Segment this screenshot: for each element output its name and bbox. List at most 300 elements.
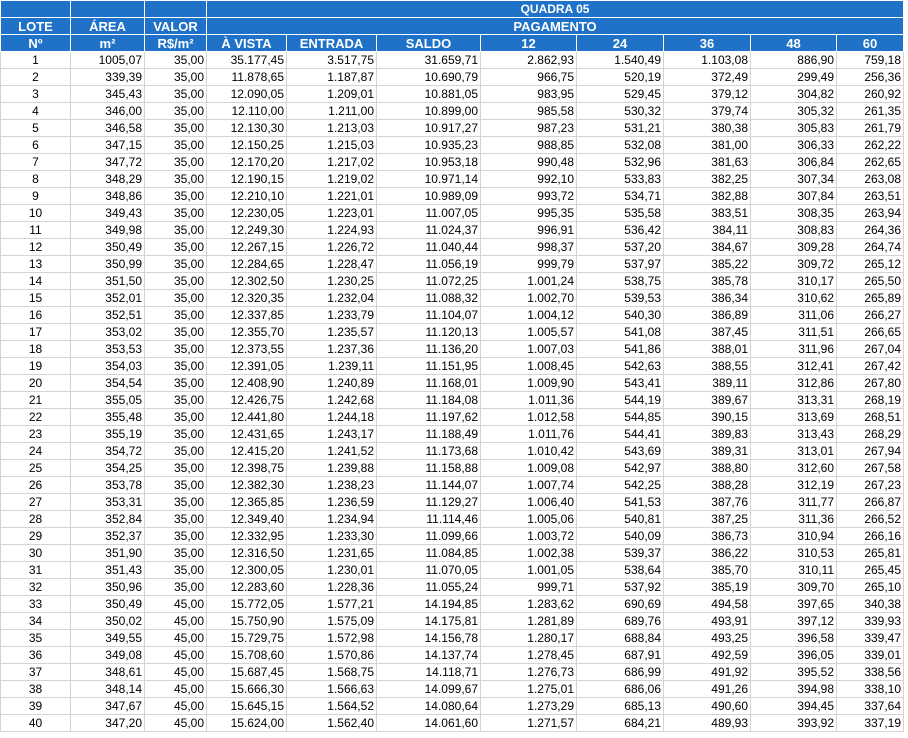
cell-area[interactable]: 349,55 [71,630,145,647]
cell-p48[interactable]: 311,06 [751,307,837,324]
cell-area[interactable]: 350,99 [71,256,145,273]
cell-entrada[interactable]: 1.233,79 [287,307,377,324]
cell-a-vista[interactable]: 15.624,00 [207,715,287,732]
cell-valor[interactable]: 35,00 [145,69,207,86]
cell-a-vista[interactable]: 15.750,90 [207,613,287,630]
cell-p60[interactable]: 265,12 [837,256,904,273]
cell-lote[interactable]: 22 [1,409,71,426]
cell-area[interactable]: 354,72 [71,443,145,460]
cell-valor[interactable]: 35,00 [145,358,207,375]
cell-p24[interactable]: 530,32 [577,103,664,120]
cell-p12[interactable]: 1.281,89 [481,613,577,630]
cell-p24[interactable]: 537,20 [577,239,664,256]
cell-entrada[interactable]: 1.209,01 [287,86,377,103]
cell-valor[interactable]: 35,00 [145,137,207,154]
cell-entrada[interactable]: 1.228,36 [287,579,377,596]
cell-area[interactable]: 351,90 [71,545,145,562]
cell-a-vista[interactable]: 15.708,60 [207,647,287,664]
cell-valor[interactable]: 35,00 [145,205,207,222]
cell-p48[interactable]: 396,05 [751,647,837,664]
cell-valor[interactable]: 35,00 [145,307,207,324]
cell-entrada[interactable]: 1.562,40 [287,715,377,732]
cell-p48[interactable]: 394,45 [751,698,837,715]
cell-entrada[interactable]: 1.564,52 [287,698,377,715]
cell-p48[interactable]: 306,84 [751,154,837,171]
cell-area[interactable]: 350,49 [71,239,145,256]
cell-saldo[interactable]: 14.156,78 [377,630,481,647]
cell-p60[interactable]: 267,58 [837,460,904,477]
cell-lote[interactable]: 36 [1,647,71,664]
cell-a-vista[interactable]: 12.441,80 [207,409,287,426]
cell-saldo[interactable]: 14.175,81 [377,613,481,630]
cell-p60[interactable]: 268,29 [837,426,904,443]
cell-p12[interactable]: 1.007,74 [481,477,577,494]
cell-p24[interactable]: 534,71 [577,188,664,205]
cell-entrada[interactable]: 1.235,57 [287,324,377,341]
cell-p36[interactable]: 492,59 [664,647,751,664]
cell-entrada[interactable]: 1.566,63 [287,681,377,698]
cell-p36[interactable]: 372,49 [664,69,751,86]
cell-area[interactable]: 355,48 [71,409,145,426]
cell-p12[interactable]: 1.273,29 [481,698,577,715]
cell-lote[interactable]: 7 [1,154,71,171]
cell-p24[interactable]: 542,97 [577,460,664,477]
cell-area[interactable]: 352,84 [71,511,145,528]
cell-entrada[interactable]: 1.234,94 [287,511,377,528]
cell-p60[interactable]: 267,04 [837,341,904,358]
cell-p60[interactable]: 267,80 [837,375,904,392]
cell-area[interactable]: 352,51 [71,307,145,324]
cell-p36[interactable]: 1.103,08 [664,52,751,69]
cell-a-vista[interactable]: 12.431,65 [207,426,287,443]
cell-p12[interactable]: 985,58 [481,103,577,120]
cell-p36[interactable]: 494,58 [664,596,751,613]
cell-lote[interactable]: 19 [1,358,71,375]
cell-p36[interactable]: 386,89 [664,307,751,324]
cell-p24[interactable]: 544,41 [577,426,664,443]
cell-p24[interactable]: 540,30 [577,307,664,324]
cell-p36[interactable]: 491,26 [664,681,751,698]
cell-a-vista[interactable]: 15.772,05 [207,596,287,613]
cell-p24[interactable]: 543,69 [577,443,664,460]
cell-lote[interactable]: 20 [1,375,71,392]
cell-p12[interactable]: 1.009,90 [481,375,577,392]
cell-a-vista[interactable]: 12.170,20 [207,154,287,171]
cell-p24[interactable]: 541,53 [577,494,664,511]
cell-p24[interactable]: 538,64 [577,562,664,579]
cell-lote[interactable]: 12 [1,239,71,256]
cell-area[interactable]: 353,53 [71,341,145,358]
cell-lote[interactable]: 32 [1,579,71,596]
cell-a-vista[interactable]: 15.645,15 [207,698,287,715]
cell-saldo[interactable]: 14.080,64 [377,698,481,715]
cell-valor[interactable]: 35,00 [145,477,207,494]
cell-p60[interactable]: 265,50 [837,273,904,290]
cell-a-vista[interactable]: 12.130,30 [207,120,287,137]
cell-entrada[interactable]: 1.239,11 [287,358,377,375]
cell-p24[interactable]: 544,19 [577,392,664,409]
cell-entrada[interactable]: 1.239,88 [287,460,377,477]
cell-p12[interactable]: 1.271,57 [481,715,577,732]
cell-p60[interactable]: 265,10 [837,579,904,596]
cell-valor[interactable]: 35,00 [145,409,207,426]
cell-p12[interactable]: 1.003,72 [481,528,577,545]
cell-a-vista[interactable]: 12.365,85 [207,494,287,511]
cell-p36[interactable]: 381,00 [664,137,751,154]
cell-p48[interactable]: 304,82 [751,86,837,103]
cell-p48[interactable]: 394,98 [751,681,837,698]
cell-saldo[interactable]: 10.935,23 [377,137,481,154]
cell-a-vista[interactable]: 12.408,90 [207,375,287,392]
cell-p24[interactable]: 538,75 [577,273,664,290]
cell-p36[interactable]: 383,51 [664,205,751,222]
cell-valor[interactable]: 45,00 [145,613,207,630]
cell-entrada[interactable]: 1.242,68 [287,392,377,409]
cell-p36[interactable]: 493,25 [664,630,751,647]
cell-area[interactable]: 352,37 [71,528,145,545]
cell-area[interactable]: 347,15 [71,137,145,154]
cell-saldo[interactable]: 11.104,07 [377,307,481,324]
cell-area[interactable]: 353,02 [71,324,145,341]
cell-p24[interactable]: 535,58 [577,205,664,222]
cell-p24[interactable]: 542,25 [577,477,664,494]
cell-valor[interactable]: 35,00 [145,341,207,358]
cell-a-vista[interactable]: 12.230,05 [207,205,287,222]
cell-p12[interactable]: 1.280,17 [481,630,577,647]
cell-p48[interactable]: 397,65 [751,596,837,613]
cell-p36[interactable]: 389,11 [664,375,751,392]
cell-entrada[interactable]: 1.238,23 [287,477,377,494]
cell-p36[interactable]: 387,25 [664,511,751,528]
cell-p24[interactable]: 689,76 [577,613,664,630]
cell-saldo[interactable]: 11.197,62 [377,409,481,426]
cell-saldo[interactable]: 10.989,09 [377,188,481,205]
cell-saldo[interactable]: 11.136,20 [377,341,481,358]
cell-lote[interactable]: 27 [1,494,71,511]
cell-p12[interactable]: 988,85 [481,137,577,154]
cell-a-vista[interactable]: 11.878,65 [207,69,287,86]
cell-p60[interactable]: 339,01 [837,647,904,664]
cell-lote[interactable]: 26 [1,477,71,494]
cell-p48[interactable]: 312,86 [751,375,837,392]
cell-area[interactable]: 350,49 [71,596,145,613]
cell-lote[interactable]: 24 [1,443,71,460]
cell-p24[interactable]: 531,21 [577,120,664,137]
cell-lote[interactable]: 2 [1,69,71,86]
cell-a-vista[interactable]: 12.283,60 [207,579,287,596]
cell-saldo[interactable]: 14.118,71 [377,664,481,681]
cell-a-vista[interactable]: 12.267,15 [207,239,287,256]
cell-p36[interactable]: 379,74 [664,103,751,120]
cell-entrada[interactable]: 1.213,03 [287,120,377,137]
cell-area[interactable]: 354,54 [71,375,145,392]
cell-lote[interactable]: 39 [1,698,71,715]
cell-lote[interactable]: 6 [1,137,71,154]
cell-p60[interactable]: 261,79 [837,120,904,137]
cell-p60[interactable]: 261,35 [837,103,904,120]
cell-a-vista[interactable]: 12.150,25 [207,137,287,154]
cell-area[interactable]: 348,14 [71,681,145,698]
cell-saldo[interactable]: 11.114,46 [377,511,481,528]
cell-a-vista[interactable]: 12.426,75 [207,392,287,409]
cell-p36[interactable]: 387,76 [664,494,751,511]
cell-p36[interactable]: 493,91 [664,613,751,630]
cell-valor[interactable]: 35,00 [145,103,207,120]
cell-valor[interactable]: 45,00 [145,715,207,732]
cell-entrada[interactable]: 1.232,04 [287,290,377,307]
cell-area[interactable]: 353,78 [71,477,145,494]
cell-p24[interactable]: 541,08 [577,324,664,341]
cell-lote[interactable]: 40 [1,715,71,732]
cell-p60[interactable]: 759,18 [837,52,904,69]
cell-p60[interactable]: 260,92 [837,86,904,103]
cell-valor[interactable]: 35,00 [145,324,207,341]
cell-p48[interactable]: 310,11 [751,562,837,579]
cell-saldo[interactable]: 11.120,13 [377,324,481,341]
cell-p48[interactable]: 886,90 [751,52,837,69]
cell-p36[interactable]: 381,63 [664,154,751,171]
cell-lote[interactable]: 4 [1,103,71,120]
cell-lote[interactable]: 8 [1,171,71,188]
cell-p36[interactable]: 380,38 [664,120,751,137]
cell-a-vista[interactable]: 35.177,45 [207,52,287,69]
cell-valor[interactable]: 45,00 [145,647,207,664]
cell-valor[interactable]: 35,00 [145,528,207,545]
cell-p48[interactable]: 393,92 [751,715,837,732]
cell-area[interactable]: 346,00 [71,103,145,120]
cell-a-vista[interactable]: 12.349,40 [207,511,287,528]
cell-entrada[interactable]: 1.244,18 [287,409,377,426]
cell-p48[interactable]: 313,01 [751,443,837,460]
cell-valor[interactable]: 35,00 [145,86,207,103]
cell-entrada[interactable]: 1.228,47 [287,256,377,273]
cell-p48[interactable]: 311,77 [751,494,837,511]
cell-p12[interactable]: 1.283,62 [481,596,577,613]
cell-area[interactable]: 355,19 [71,426,145,443]
cell-entrada[interactable]: 1.570,86 [287,647,377,664]
cell-p48[interactable]: 309,70 [751,579,837,596]
cell-a-vista[interactable]: 12.090,05 [207,86,287,103]
cell-p60[interactable]: 266,16 [837,528,904,545]
cell-p24[interactable]: 532,08 [577,137,664,154]
cell-p36[interactable]: 385,22 [664,256,751,273]
cell-area[interactable]: 351,50 [71,273,145,290]
cell-saldo[interactable]: 31.659,71 [377,52,481,69]
cell-valor[interactable]: 35,00 [145,154,207,171]
cell-lote[interactable]: 34 [1,613,71,630]
cell-area[interactable]: 339,39 [71,69,145,86]
cell-saldo[interactable]: 14.099,67 [377,681,481,698]
cell-saldo[interactable]: 10.917,27 [377,120,481,137]
cell-entrada[interactable]: 1.575,09 [287,613,377,630]
cell-p12[interactable]: 1.011,76 [481,426,577,443]
cell-p60[interactable]: 262,22 [837,137,904,154]
cell-p48[interactable]: 312,41 [751,358,837,375]
cell-lote[interactable]: 33 [1,596,71,613]
cell-p48[interactable]: 313,69 [751,409,837,426]
cell-p60[interactable]: 263,08 [837,171,904,188]
cell-entrada[interactable]: 1.572,98 [287,630,377,647]
cell-saldo[interactable]: 11.129,27 [377,494,481,511]
cell-valor[interactable]: 35,00 [145,494,207,511]
cell-a-vista[interactable]: 12.300,05 [207,562,287,579]
cell-p60[interactable]: 267,94 [837,443,904,460]
cell-p48[interactable]: 397,12 [751,613,837,630]
cell-p60[interactable]: 337,19 [837,715,904,732]
cell-p48[interactable]: 308,35 [751,205,837,222]
cell-lote[interactable]: 13 [1,256,71,273]
cell-a-vista[interactable]: 12.415,20 [207,443,287,460]
cell-lote[interactable]: 16 [1,307,71,324]
cell-entrada[interactable]: 1.241,52 [287,443,377,460]
cell-valor[interactable]: 35,00 [145,443,207,460]
cell-p60[interactable]: 266,52 [837,511,904,528]
cell-p12[interactable]: 992,10 [481,171,577,188]
cell-area[interactable]: 347,72 [71,154,145,171]
cell-saldo[interactable]: 11.151,95 [377,358,481,375]
cell-saldo[interactable]: 11.088,32 [377,290,481,307]
cell-saldo[interactable]: 10.953,18 [377,154,481,171]
cell-p48[interactable]: 307,34 [751,171,837,188]
cell-p36[interactable]: 379,12 [664,86,751,103]
cell-p36[interactable]: 384,11 [664,222,751,239]
cell-entrada[interactable]: 1.215,03 [287,137,377,154]
cell-lote[interactable]: 15 [1,290,71,307]
cell-area[interactable]: 349,08 [71,647,145,664]
cell-p60[interactable]: 267,42 [837,358,904,375]
cell-valor[interactable]: 35,00 [145,579,207,596]
cell-saldo[interactable]: 11.040,44 [377,239,481,256]
cell-lote[interactable]: 1 [1,52,71,69]
cell-entrada[interactable]: 1.231,65 [287,545,377,562]
cell-p48[interactable]: 310,62 [751,290,837,307]
cell-p12[interactable]: 1.008,45 [481,358,577,375]
cell-lote[interactable]: 31 [1,562,71,579]
cell-a-vista[interactable]: 12.210,10 [207,188,287,205]
cell-p12[interactable]: 1.001,05 [481,562,577,579]
cell-area[interactable]: 348,29 [71,171,145,188]
cell-entrada[interactable]: 1.230,01 [287,562,377,579]
cell-p24[interactable]: 539,37 [577,545,664,562]
cell-entrada[interactable]: 1.221,01 [287,188,377,205]
cell-p60[interactable]: 264,74 [837,239,904,256]
cell-p48[interactable]: 305,83 [751,120,837,137]
cell-entrada[interactable]: 1.211,00 [287,103,377,120]
cell-valor[interactable]: 35,00 [145,511,207,528]
cell-valor[interactable]: 35,00 [145,426,207,443]
cell-p12[interactable]: 966,75 [481,69,577,86]
cell-p48[interactable]: 305,32 [751,103,837,120]
cell-p12[interactable]: 1.278,45 [481,647,577,664]
cell-p48[interactable]: 306,33 [751,137,837,154]
cell-area[interactable]: 350,96 [71,579,145,596]
cell-saldo[interactable]: 14.061,60 [377,715,481,732]
cell-area[interactable]: 348,61 [71,664,145,681]
cell-p48[interactable]: 299,49 [751,69,837,86]
cell-p48[interactable]: 310,94 [751,528,837,545]
cell-lote[interactable]: 25 [1,460,71,477]
cell-lote[interactable]: 11 [1,222,71,239]
cell-p48[interactable]: 396,58 [751,630,837,647]
cell-p36[interactable]: 384,67 [664,239,751,256]
cell-valor[interactable]: 35,00 [145,290,207,307]
cell-p60[interactable]: 338,10 [837,681,904,698]
cell-p24[interactable]: 544,85 [577,409,664,426]
cell-p24[interactable]: 688,84 [577,630,664,647]
cell-area[interactable]: 354,25 [71,460,145,477]
cell-a-vista[interactable]: 15.666,30 [207,681,287,698]
cell-p12[interactable]: 987,23 [481,120,577,137]
cell-p12[interactable]: 1.005,06 [481,511,577,528]
cell-saldo[interactable]: 14.194,85 [377,596,481,613]
cell-valor[interactable]: 45,00 [145,698,207,715]
cell-saldo[interactable]: 11.007,05 [377,205,481,222]
cell-area[interactable]: 350,02 [71,613,145,630]
cell-valor[interactable]: 35,00 [145,120,207,137]
cell-entrada[interactable]: 1.226,72 [287,239,377,256]
cell-saldo[interactable]: 11.168,01 [377,375,481,392]
cell-lote[interactable]: 18 [1,341,71,358]
cell-p12[interactable]: 983,95 [481,86,577,103]
cell-p12[interactable]: 1.004,12 [481,307,577,324]
cell-entrada[interactable]: 1.237,36 [287,341,377,358]
cell-a-vista[interactable]: 12.382,30 [207,477,287,494]
cell-p12[interactable]: 1.002,38 [481,545,577,562]
cell-p24[interactable]: 537,92 [577,579,664,596]
cell-saldo[interactable]: 10.881,05 [377,86,481,103]
cell-p60[interactable]: 263,51 [837,188,904,205]
cell-entrada[interactable]: 1.223,01 [287,205,377,222]
cell-p24[interactable]: 686,06 [577,681,664,698]
cell-p48[interactable]: 313,31 [751,392,837,409]
cell-p24[interactable]: 533,83 [577,171,664,188]
cell-p36[interactable]: 389,67 [664,392,751,409]
cell-p60[interactable]: 266,65 [837,324,904,341]
cell-p48[interactable]: 311,96 [751,341,837,358]
cell-lote[interactable]: 5 [1,120,71,137]
cell-saldo[interactable]: 10.690,79 [377,69,481,86]
cell-p36[interactable]: 388,80 [664,460,751,477]
cell-p60[interactable]: 268,19 [837,392,904,409]
cell-valor[interactable]: 35,00 [145,392,207,409]
cell-entrada[interactable]: 1.568,75 [287,664,377,681]
cell-p60[interactable]: 265,45 [837,562,904,579]
cell-a-vista[interactable]: 12.110,00 [207,103,287,120]
cell-p36[interactable]: 491,92 [664,664,751,681]
cell-saldo[interactable]: 10.971,14 [377,171,481,188]
cell-p12[interactable]: 999,79 [481,256,577,273]
cell-p36[interactable]: 489,93 [664,715,751,732]
cell-area[interactable]: 345,43 [71,86,145,103]
cell-area[interactable]: 346,58 [71,120,145,137]
cell-p24[interactable]: 690,69 [577,596,664,613]
cell-saldo[interactable]: 11.173,68 [377,443,481,460]
cell-area[interactable]: 351,43 [71,562,145,579]
cell-p24[interactable]: 539,53 [577,290,664,307]
cell-p24[interactable]: 520,19 [577,69,664,86]
cell-p60[interactable]: 263,94 [837,205,904,222]
cell-p48[interactable]: 312,60 [751,460,837,477]
cell-p60[interactable]: 264,36 [837,222,904,239]
cell-p48[interactable]: 309,28 [751,239,837,256]
cell-p24[interactable]: 687,91 [577,647,664,664]
cell-a-vista[interactable]: 12.391,05 [207,358,287,375]
cell-entrada[interactable]: 1.236,59 [287,494,377,511]
cell-p12[interactable]: 1.007,03 [481,341,577,358]
cell-area[interactable]: 349,98 [71,222,145,239]
cell-p12[interactable]: 1.001,24 [481,273,577,290]
cell-p60[interactable]: 268,51 [837,409,904,426]
